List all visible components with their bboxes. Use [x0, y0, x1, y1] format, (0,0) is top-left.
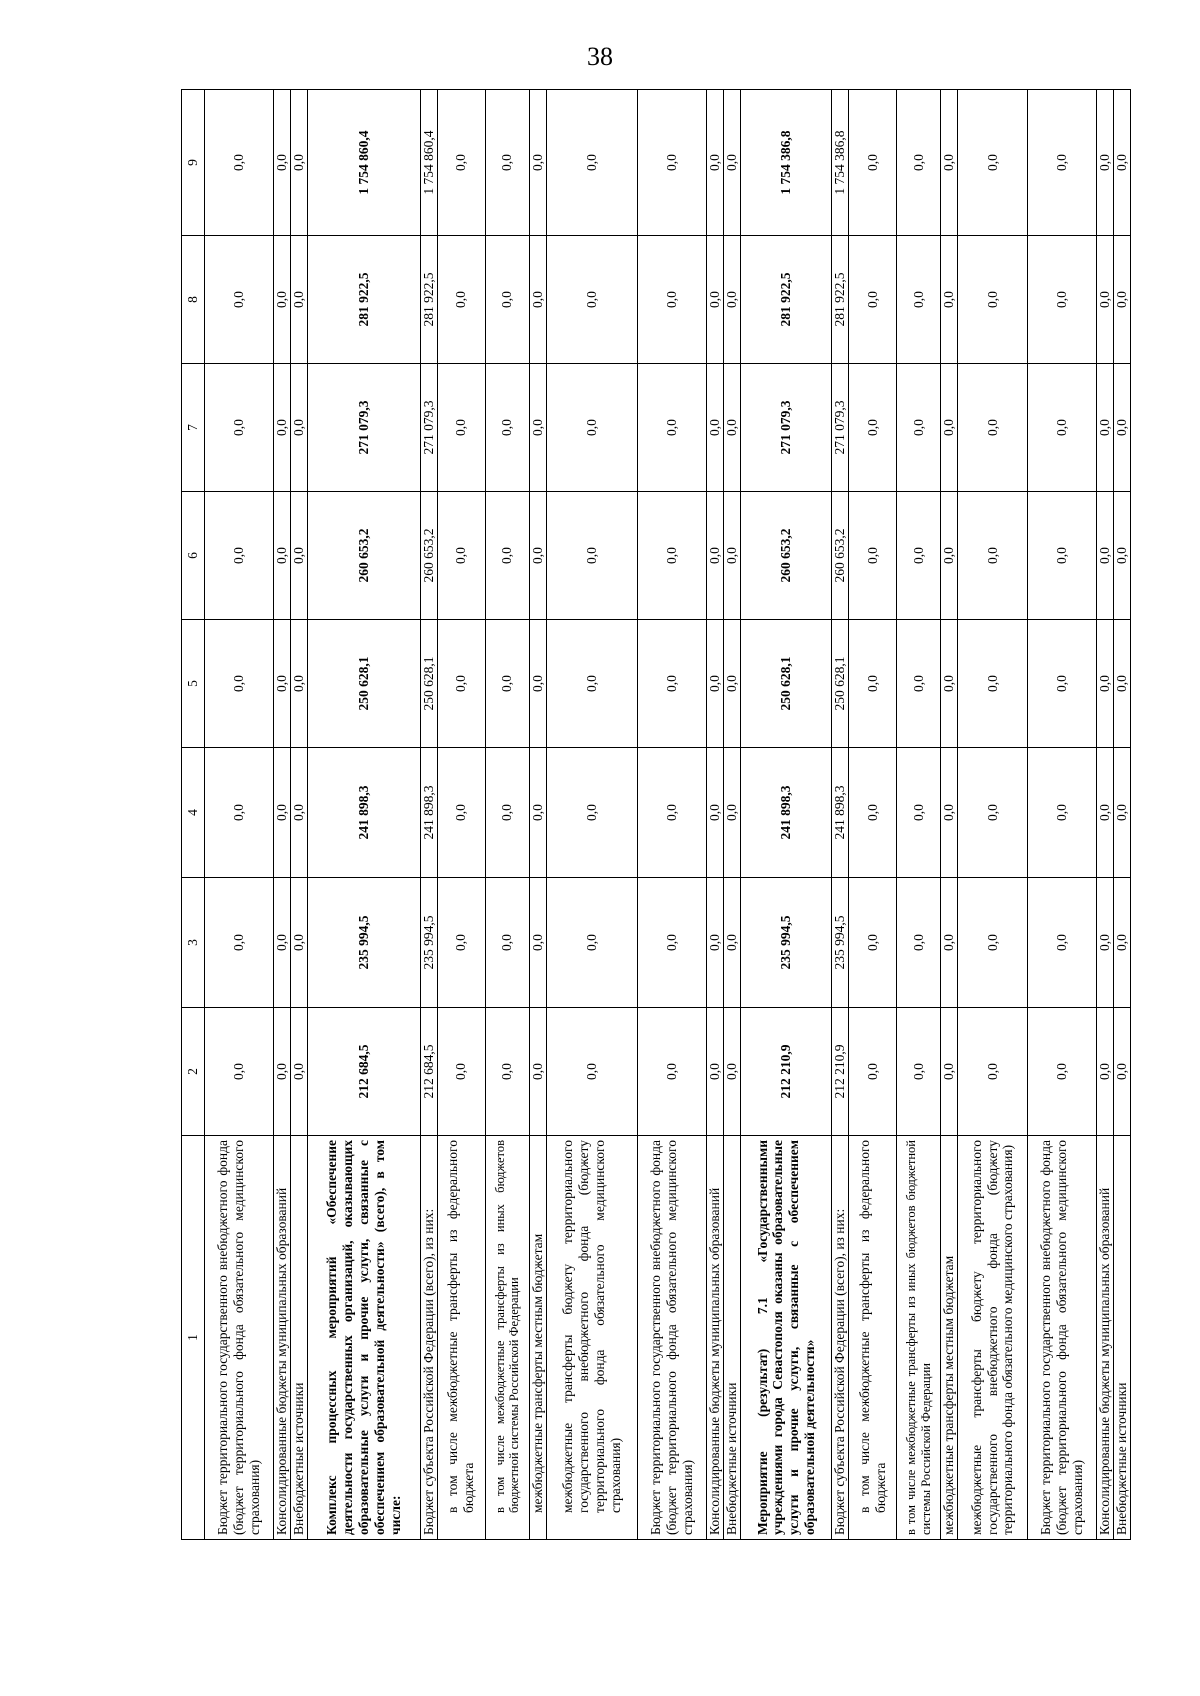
cell-value: 0,0 — [707, 878, 724, 1008]
cell-value: 0,0 — [546, 620, 637, 748]
cell-value: 0,0 — [485, 620, 529, 748]
cell-value: 0,0 — [291, 1008, 308, 1136]
column-header: 1 — [182, 1136, 205, 1540]
cell-value: 235 994,5 — [421, 878, 438, 1008]
row-label: в том числе межбюджетные трансферты из иных бюджетов бюджетной системы Российской Федерации — [897, 1136, 941, 1540]
cell-value: 0,0 — [1097, 492, 1114, 620]
cell-value: 0,0 — [897, 492, 941, 620]
cell-value: 0,0 — [485, 492, 529, 620]
table-row — [958, 90, 1027, 1540]
cell-value: 0,0 — [724, 236, 741, 364]
cell-value: 0,0 — [958, 748, 1027, 878]
cell-value: 0,0 — [530, 364, 547, 492]
cell-value: 0,0 — [638, 748, 707, 878]
row-label: в том числе межбюджетные трансферты из федерального бюджета — [849, 1136, 897, 1540]
cell-value: 0,0 — [530, 620, 547, 748]
cell-value: 0,0 — [1097, 748, 1114, 878]
cell-value: 281 922,5 — [832, 236, 849, 364]
cell-value: 0,0 — [1114, 748, 1131, 878]
column-header: 3 — [182, 878, 205, 1008]
cell-value: 0,0 — [941, 748, 958, 878]
cell-value: 271 079,3 — [741, 364, 832, 492]
row-label: Бюджет территориального государственного внебюджетного фонда (бюджет территориального фонда обязательного медицинского страхования) — [638, 1136, 707, 1540]
table-row — [485, 90, 529, 1540]
cell-value: 0,0 — [638, 364, 707, 492]
cell-value: 0,0 — [958, 492, 1027, 620]
cell-value: 0,0 — [958, 1008, 1027, 1136]
cell-value: 281 922,5 — [308, 236, 421, 364]
cell-value: 0,0 — [205, 90, 274, 236]
cell-value: 250 628,1 — [308, 620, 421, 748]
cell-value: 212 210,9 — [832, 1008, 849, 1136]
cell-value: 0,0 — [897, 620, 941, 748]
cell-value: 0,0 — [274, 1008, 291, 1136]
table-row — [308, 90, 421, 1540]
cell-value: 0,0 — [724, 492, 741, 620]
cell-value: 212 684,5 — [308, 1008, 421, 1136]
cell-value: 0,0 — [485, 90, 529, 236]
cell-value: 0,0 — [638, 236, 707, 364]
cell-value: 0,0 — [205, 878, 274, 1008]
cell-value: 0,0 — [438, 364, 486, 492]
cell-value: 0,0 — [849, 492, 897, 620]
cell-value: 1 754 386,8 — [741, 90, 832, 236]
row-label: Бюджет территориального государственного внебюджетного фонда (бюджет территориального фонда обязательного медицинского страхования) — [205, 1136, 274, 1540]
cell-value: 0,0 — [849, 620, 897, 748]
cell-value: 0,0 — [897, 748, 941, 878]
cell-value: 0,0 — [1097, 90, 1114, 236]
cell-value: 0,0 — [205, 236, 274, 364]
row-label: Консолидированные бюджеты муниципальных образований — [274, 1136, 291, 1540]
cell-value: 0,0 — [530, 1008, 547, 1136]
cell-value: 271 079,3 — [308, 364, 421, 492]
cell-value: 260 653,2 — [308, 492, 421, 620]
cell-value: 0,0 — [291, 878, 308, 1008]
table-row — [849, 90, 897, 1540]
cell-value: 0,0 — [1114, 364, 1131, 492]
cell-value: 0,0 — [1027, 748, 1096, 878]
table-row — [530, 90, 547, 1540]
cell-value: 0,0 — [1114, 90, 1131, 236]
cell-value: 0,0 — [1027, 364, 1096, 492]
cell-value: 0,0 — [1097, 1008, 1114, 1136]
cell-value: 0,0 — [1027, 492, 1096, 620]
cell-value: 271 079,3 — [421, 364, 438, 492]
cell-value: 212 684,5 — [421, 1008, 438, 1136]
table-row — [1097, 90, 1114, 1540]
column-header: 6 — [182, 492, 205, 620]
cell-value: 0,0 — [1114, 492, 1131, 620]
cell-value: 0,0 — [1097, 364, 1114, 492]
cell-value: 281 922,5 — [741, 236, 832, 364]
cell-value: 0,0 — [274, 748, 291, 878]
cell-value: 235 994,5 — [308, 878, 421, 1008]
cell-value: 0,0 — [707, 620, 724, 748]
cell-value: 0,0 — [485, 1008, 529, 1136]
row-label: Бюджет субъекта Российской Федерации (всего), из них: — [832, 1136, 849, 1540]
row-label: Консолидированные бюджеты муниципальных образований — [707, 1136, 724, 1540]
cell-value: 241 898,3 — [741, 748, 832, 878]
cell-value: 0,0 — [205, 748, 274, 878]
cell-value: 0,0 — [530, 236, 547, 364]
table-row — [421, 90, 438, 1540]
cell-value: 0,0 — [205, 364, 274, 492]
cell-value: 0,0 — [438, 620, 486, 748]
cell-value: 0,0 — [638, 620, 707, 748]
row-label: Консолидированные бюджеты муниципальных образований — [1097, 1136, 1114, 1540]
table-row — [724, 90, 741, 1540]
cell-value: 0,0 — [849, 878, 897, 1008]
cell-value: 0,0 — [707, 492, 724, 620]
cell-value: 0,0 — [897, 90, 941, 236]
cell-value: 0,0 — [485, 364, 529, 492]
cell-value: 0,0 — [638, 1008, 707, 1136]
cell-value: 250 628,1 — [741, 620, 832, 748]
cell-value: 0,0 — [1114, 1008, 1131, 1136]
cell-value: 0,0 — [546, 748, 637, 878]
cell-value: 0,0 — [530, 878, 547, 1008]
cell-value: 241 898,3 — [421, 748, 438, 878]
row-label: Комплекс процессных мероприятий «Обеспечение деятельности государственных организаций, оказывающих образовательные услуги и прочие услуги, связанные с обеспечением образовательной деятельности» (всего), в том числе: — [308, 1136, 421, 1540]
cell-value: 0,0 — [941, 878, 958, 1008]
row-label: в том числе межбюджетные трансферты из федерального бюджета — [438, 1136, 486, 1540]
cell-value: 0,0 — [1027, 90, 1096, 236]
table-row — [205, 90, 274, 1540]
cell-value: 0,0 — [897, 364, 941, 492]
cell-value: 0,0 — [849, 1008, 897, 1136]
cell-value: 0,0 — [638, 492, 707, 620]
cell-value: 0,0 — [724, 1008, 741, 1136]
cell-value: 235 994,5 — [832, 878, 849, 1008]
cell-value: 0,0 — [1114, 236, 1131, 364]
cell-value: 0,0 — [291, 236, 308, 364]
cell-value: 260 653,2 — [421, 492, 438, 620]
cell-value: 0,0 — [291, 492, 308, 620]
cell-value: 0,0 — [638, 878, 707, 1008]
rotated-table-container — [181, 90, 1131, 1540]
table-row — [546, 90, 637, 1540]
cell-value: 0,0 — [274, 492, 291, 620]
cell-value: 0,0 — [205, 620, 274, 748]
cell-value: 0,0 — [849, 748, 897, 878]
table-row — [638, 90, 707, 1540]
cell-value: 0,0 — [897, 1008, 941, 1136]
cell-value: 281 922,5 — [421, 236, 438, 364]
table-row — [741, 90, 832, 1540]
cell-value: 0,0 — [485, 748, 529, 878]
cell-value: 0,0 — [958, 620, 1027, 748]
cell-value: 0,0 — [1114, 878, 1131, 1008]
row-label: Внебюджетные источники — [1114, 1136, 1131, 1540]
page-number: 38 — [587, 42, 613, 71]
column-header: 7 — [182, 364, 205, 492]
cell-value: 0,0 — [707, 748, 724, 878]
cell-value: 0,0 — [205, 1008, 274, 1136]
row-label: Бюджет территориального государственного внебюджетного фонда (бюджет территориального фонда обязательного медицинского страхования) — [1027, 1136, 1096, 1540]
cell-value: 0,0 — [291, 748, 308, 878]
row-label: межбюджетные трансферты местным бюджетам — [530, 1136, 547, 1540]
cell-value: 0,0 — [958, 236, 1027, 364]
cell-value: 0,0 — [485, 878, 529, 1008]
column-header: 5 — [182, 620, 205, 748]
row-label: межбюджетные трансферты бюджету территориального государственного внебюджетного фонда (бюджету территориального фонда обязательного медицинского страхования) — [958, 1136, 1027, 1540]
cell-value: 0,0 — [707, 90, 724, 236]
cell-value: 0,0 — [941, 492, 958, 620]
cell-value: 0,0 — [546, 236, 637, 364]
cell-value: 0,0 — [897, 236, 941, 364]
table-row — [707, 90, 724, 1540]
cell-value: 0,0 — [958, 878, 1027, 1008]
cell-value: 0,0 — [1114, 620, 1131, 748]
cell-value: 0,0 — [530, 492, 547, 620]
cell-value: 1 754 860,4 — [308, 90, 421, 236]
cell-value: 260 653,2 — [832, 492, 849, 620]
table-row — [1114, 90, 1131, 1540]
cell-value: 0,0 — [941, 90, 958, 236]
cell-value: 0,0 — [1027, 1008, 1096, 1136]
cell-value: 0,0 — [941, 364, 958, 492]
column-header: 4 — [182, 748, 205, 878]
cell-value: 0,0 — [1027, 236, 1096, 364]
cell-value: 250 628,1 — [421, 620, 438, 748]
cell-value: 0,0 — [638, 90, 707, 236]
cell-value: 0,0 — [958, 90, 1027, 236]
cell-value: 0,0 — [438, 492, 486, 620]
row-label: межбюджетные трансферты бюджету территориального государственного внебюджетного фонда (бюджету территориального фонда обязательного медицинского страхования) — [546, 1136, 637, 1540]
row-label: Бюджет субъекта Российской Федерации (всего), из них: — [421, 1136, 438, 1540]
cell-value: 0,0 — [1097, 878, 1114, 1008]
cell-value: 0,0 — [707, 364, 724, 492]
cell-value: 1 754 386,8 — [832, 90, 849, 236]
cell-value: 0,0 — [485, 236, 529, 364]
row-label: Мероприятие (результат) 7.1 «Государственными учреждениями города Севастополя оказаны образовательные услуги и прочие услуги, связанные с обеспечением образовательной деятельности» — [741, 1136, 832, 1540]
cell-value: 0,0 — [724, 364, 741, 492]
cell-value: 0,0 — [291, 364, 308, 492]
cell-value: 0,0 — [707, 1008, 724, 1136]
cell-value: 0,0 — [724, 878, 741, 1008]
cell-value: 0,0 — [438, 1008, 486, 1136]
cell-value: 0,0 — [1097, 620, 1114, 748]
cell-value: 241 898,3 — [308, 748, 421, 878]
cell-value: 241 898,3 — [832, 748, 849, 878]
cell-value: 212 210,9 — [741, 1008, 832, 1136]
cell-value: 0,0 — [274, 90, 291, 236]
cell-value: 0,0 — [438, 748, 486, 878]
column-header: 2 — [182, 1008, 205, 1136]
cell-value: 0,0 — [941, 620, 958, 748]
cell-value: 0,0 — [897, 878, 941, 1008]
column-number-row — [182, 90, 205, 1540]
row-label: Внебюджетные источники — [724, 1136, 741, 1540]
cell-value: 0,0 — [546, 878, 637, 1008]
cell-value: 0,0 — [849, 364, 897, 492]
cell-value: 0,0 — [849, 90, 897, 236]
cell-value: 0,0 — [546, 1008, 637, 1136]
cell-value: 0,0 — [530, 90, 547, 236]
cell-value: 0,0 — [1027, 620, 1096, 748]
table-row — [274, 90, 291, 1540]
cell-value: 0,0 — [438, 236, 486, 364]
row-label: в том числе межбюджетные трансферты из иных бюджетов бюджетной системы Российской Федерации — [485, 1136, 529, 1540]
table-row — [832, 90, 849, 1540]
cell-value: 0,0 — [530, 748, 547, 878]
cell-value: 0,0 — [274, 236, 291, 364]
cell-value: 0,0 — [291, 90, 308, 236]
cell-value: 0,0 — [724, 748, 741, 878]
cell-value: 0,0 — [724, 90, 741, 236]
cell-value: 0,0 — [274, 620, 291, 748]
row-label: Внебюджетные источники — [291, 1136, 308, 1540]
cell-value: 0,0 — [438, 90, 486, 236]
cell-value: 0,0 — [438, 878, 486, 1008]
cell-value: 0,0 — [291, 620, 308, 748]
cell-value: 1 754 860,4 — [421, 90, 438, 236]
column-header: 9 — [182, 90, 205, 236]
table-row — [438, 90, 486, 1540]
cell-value: 0,0 — [546, 90, 637, 236]
cell-value: 0,0 — [958, 364, 1027, 492]
cell-value: 0,0 — [274, 878, 291, 1008]
table-row — [1027, 90, 1096, 1540]
cell-value: 0,0 — [724, 620, 741, 748]
cell-value: 0,0 — [941, 1008, 958, 1136]
table-row — [897, 90, 941, 1540]
row-label: межбюджетные трансферты местным бюджетам — [941, 1136, 958, 1540]
cell-value: 260 653,2 — [741, 492, 832, 620]
table-row — [941, 90, 958, 1540]
cell-value: 0,0 — [1027, 878, 1096, 1008]
cell-value: 0,0 — [941, 236, 958, 364]
table-body — [205, 90, 1131, 1540]
cell-value: 0,0 — [205, 492, 274, 620]
cell-value: 271 079,3 — [832, 364, 849, 492]
column-header: 8 — [182, 236, 205, 364]
cell-value: 0,0 — [1097, 236, 1114, 364]
cell-value: 235 994,5 — [741, 878, 832, 1008]
budget-table — [181, 89, 1131, 1540]
cell-value: 0,0 — [546, 492, 637, 620]
cell-value: 250 628,1 — [832, 620, 849, 748]
cell-value: 0,0 — [546, 364, 637, 492]
cell-value: 0,0 — [849, 236, 897, 364]
cell-value: 0,0 — [707, 236, 724, 364]
cell-value: 0,0 — [274, 364, 291, 492]
table-row — [291, 90, 308, 1540]
